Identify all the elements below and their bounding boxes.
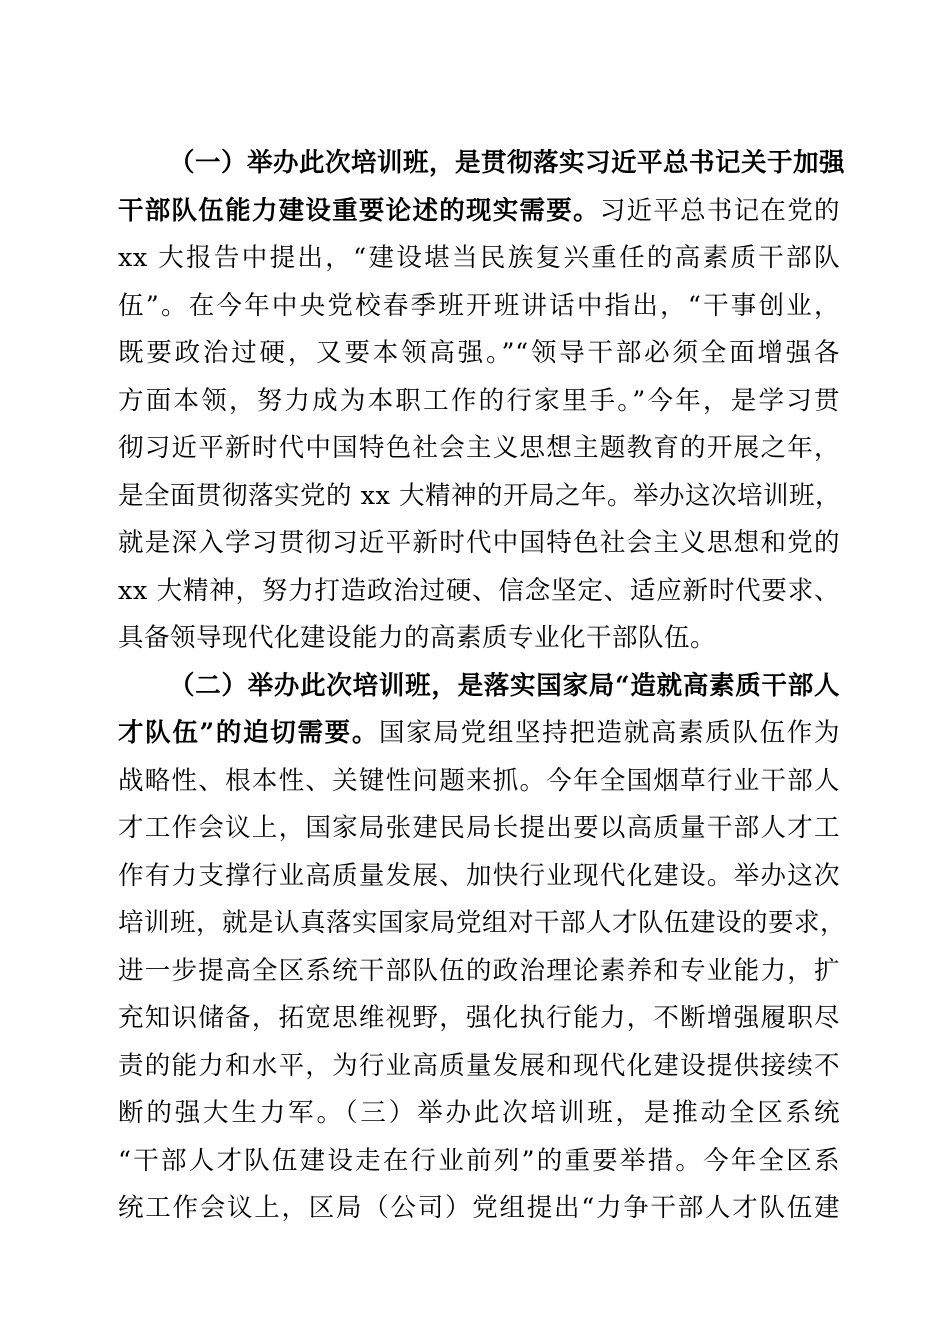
text-line	[118, 948, 840, 996]
text-line	[118, 1185, 840, 1233]
text-line	[118, 615, 840, 663]
body-text-run: 伍”。在今年中央党校春季班开班讲话中指出，“干事创业，	[118, 290, 840, 321]
text-line	[118, 568, 840, 616]
body-text-run: 充知识储备，拓宽思维视野，强化执行能力，不断增强履职尽	[118, 1003, 840, 1033]
text-line	[118, 758, 840, 806]
text-line	[118, 520, 840, 568]
text-line	[118, 1090, 840, 1138]
body-text-run: 进一步提高全区系统干部队伍的政治理论素养和专业能力，扩	[118, 955, 840, 986]
text-line	[118, 995, 840, 1043]
body-text-run: 断的强大生力军。（三）举办此次培训班，是推动全区系统	[118, 1098, 840, 1128]
text-line	[118, 378, 840, 426]
bold-heading-text: （二）举办此次培训班，是落实国家局“造就高素质干部人	[169, 670, 840, 701]
bold-heading-text: 才队伍”的迫切需要。	[118, 718, 380, 748]
body-text-run: 才工作会议上，国家局张建民局长提出要以高质量干部人才工	[118, 813, 840, 843]
text-line	[118, 1043, 840, 1091]
body-text-run: 彻习近平新时代中国特色社会主义思想主题教育的开展之年，	[118, 433, 840, 463]
body-text-run: “干部人才队伍建设走在行业前列”的重要举措。今年全区系	[118, 1145, 840, 1176]
body-text-run: xx 大报告中提出，“建设堪当民族复兴重任的高素质干部队	[118, 243, 840, 273]
text-line	[118, 710, 840, 758]
text-line	[118, 140, 846, 188]
body-text-run: 就是深入学习贯彻习近平新时代中国特色社会主义思想和党的	[118, 528, 840, 558]
text-line	[118, 235, 840, 283]
body-text-run: xx 大精神，努力打造政治过硬、信念坚定、适应新时代要求、	[118, 575, 840, 606]
body-text-run: 方面本领，努力成为本职工作的行家里手。”今年，是学习贯	[118, 385, 840, 416]
body-text-run: 作有力支撑行业高质量发展、加快行业现代化建设。举办这次	[118, 860, 840, 891]
text-line	[118, 473, 840, 521]
text-line	[118, 853, 840, 901]
body-text-run: 习近平总书记在党的	[599, 195, 840, 226]
text-line	[118, 283, 840, 331]
body-text-run: 责的能力和水平，为行业高质量发展和现代化建设提供接续不	[118, 1050, 840, 1081]
body-text-run: 具备领导现代化建设能力的高素质专业化干部队伍。	[118, 623, 717, 653]
document-body	[118, 140, 847, 1233]
text-line	[118, 425, 840, 473]
text-line	[118, 663, 840, 711]
text-line	[118, 1138, 840, 1186]
body-text-run: 国家局党组坚持把造就高素质队伍作为	[379, 718, 840, 748]
body-text-run: 是全面贯彻落实党的 xx 大精神的开局之年。举办这次培训班，	[118, 480, 841, 511]
body-text-run: 既要政治过硬，又要本领高强。”“领导干部必须全面增强各	[118, 338, 840, 368]
body-text-run: 培训班，就是认真落实国家局党组对干部人才队伍建设的要求，	[118, 908, 847, 938]
body-text-run: 战略性、根本性、关键性问题来抓。今年全国烟草行业干部人	[118, 765, 840, 796]
text-line	[118, 330, 840, 378]
text-line	[118, 188, 840, 236]
bold-heading-text: （一）举办此次培训班，是贯彻落实习近平总书记关于加强	[169, 148, 846, 178]
body-text-run: 统工作会议上，区局（公司）党组提出“力争干部人才队伍建	[118, 1193, 840, 1223]
text-line	[118, 900, 847, 948]
text-line	[118, 805, 840, 853]
bold-heading-text: 干部队伍能力建设重要论述的现实需要。	[118, 195, 600, 226]
